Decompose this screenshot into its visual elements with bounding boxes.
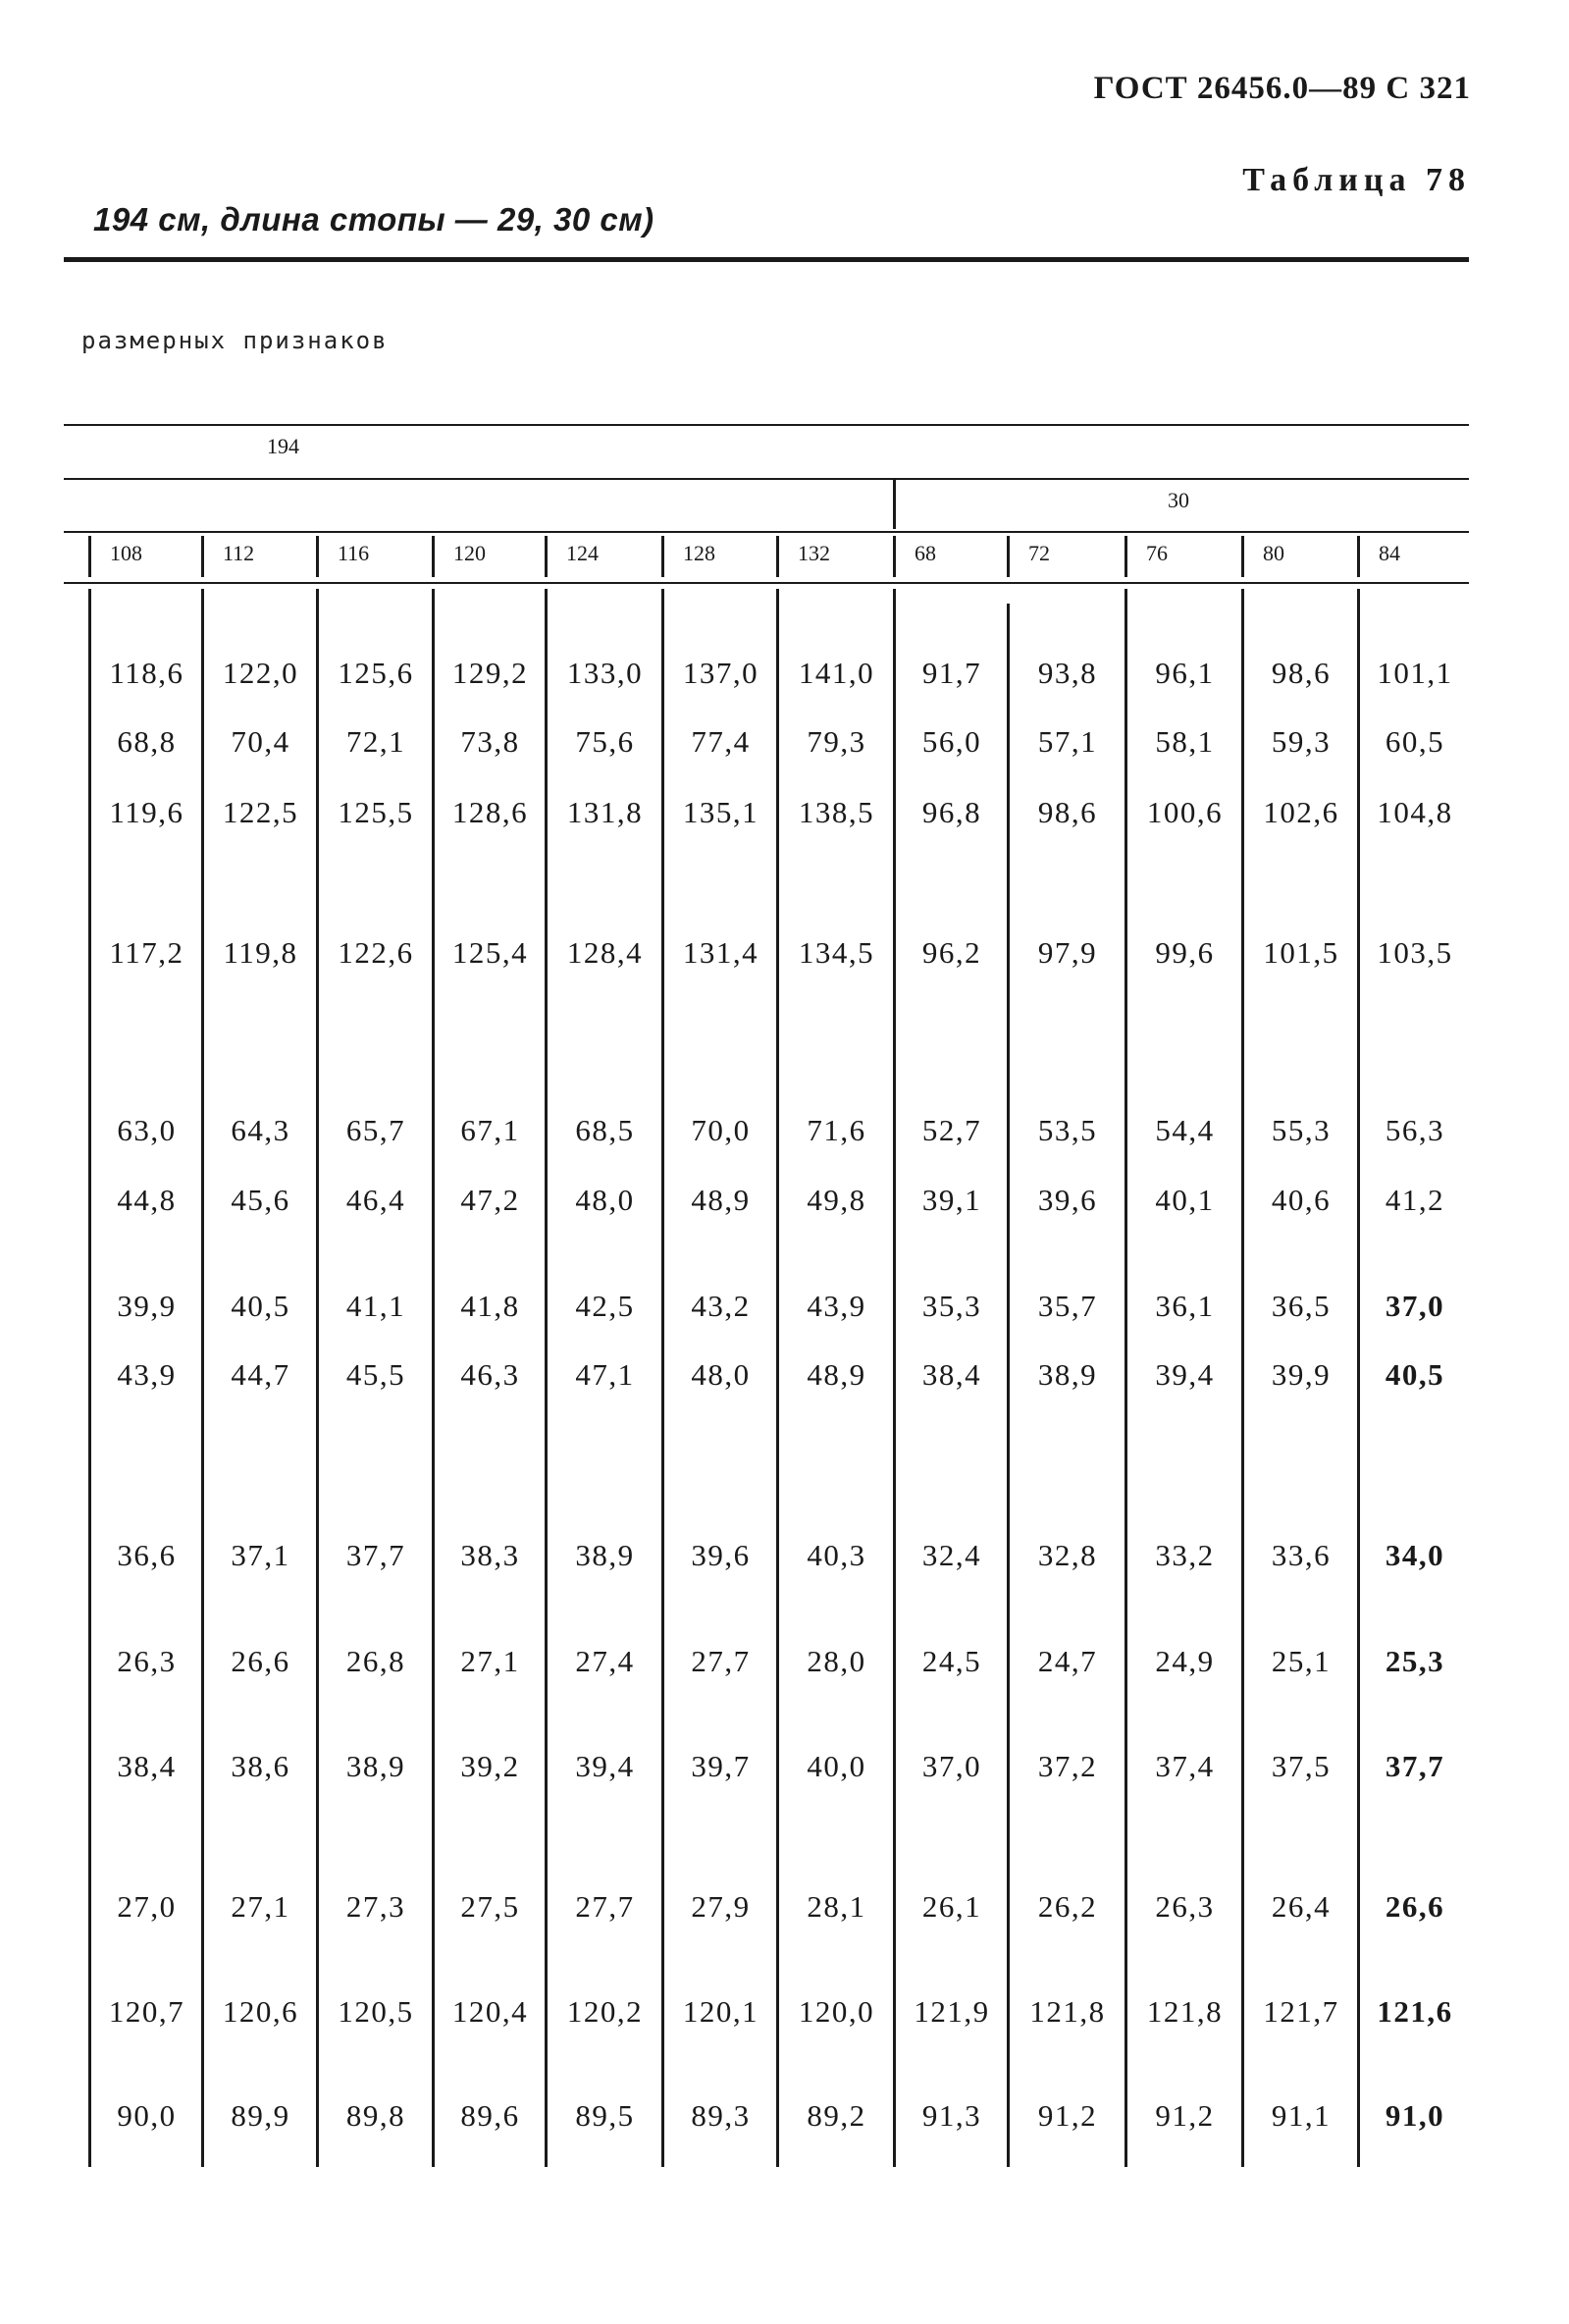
body-column-divider	[88, 589, 91, 2167]
table-cell: 39,1	[921, 1183, 982, 1217]
table-cell: 37,0	[1385, 1289, 1445, 1323]
col-head-divider	[1007, 536, 1010, 577]
table-cell: 38,9	[575, 1538, 635, 1572]
table-cell: 40,0	[807, 1749, 866, 1783]
table-cell: 39,7	[691, 1749, 751, 1783]
table-cell: 104,8	[1377, 795, 1453, 829]
table-cell: 90,0	[117, 2098, 177, 2133]
table-cell: 122,5	[222, 795, 299, 829]
table-cell: 122,0	[222, 656, 299, 690]
table-cell: 48,9	[807, 1357, 866, 1392]
table-cell: 64,3	[231, 1113, 290, 1147]
table-cell: 52,7	[921, 1113, 982, 1147]
body-column-divider	[661, 589, 664, 2167]
column-header: 84	[1379, 541, 1400, 565]
table-cell: 38,9	[345, 1749, 406, 1783]
col-head-divider	[1241, 536, 1244, 577]
body-column-divider	[776, 589, 779, 2167]
table-cell: 48,9	[691, 1183, 751, 1217]
body-column-divider	[316, 589, 319, 2167]
table-cell: 26,8	[345, 1644, 406, 1678]
table-cell: 93,8	[1037, 656, 1098, 690]
table-cell: 24,5	[921, 1644, 982, 1678]
col-head-divider	[316, 536, 319, 577]
col-head-divider	[88, 536, 91, 577]
table-cell: 24,7	[1037, 1644, 1098, 1678]
col-head-divider	[545, 536, 548, 577]
table-cell: 39,6	[1037, 1183, 1098, 1217]
table-cell: 26,4	[1271, 1889, 1332, 1924]
table-cell: 91,1	[1271, 2098, 1332, 2133]
table-cell: 26,3	[117, 1644, 177, 1678]
body-column-divider	[201, 589, 204, 2167]
table-cell: 89,8	[345, 2098, 406, 2133]
table-cell: 120,0	[798, 1994, 875, 2029]
table-cell: 39,6	[691, 1538, 751, 1572]
table-cell: 37,7	[1385, 1749, 1445, 1783]
table-cell: 44,7	[231, 1357, 290, 1392]
column-header: 68	[915, 541, 936, 565]
col-head-divider	[661, 536, 664, 577]
table-cell: 39,4	[575, 1749, 635, 1783]
table-cell: 73,8	[460, 724, 520, 759]
table-label: Таблица 78	[1242, 162, 1471, 198]
rule-col-heads	[64, 582, 1469, 584]
table-cell: 131,8	[566, 795, 644, 829]
table-cell: 53,5	[1037, 1113, 1098, 1147]
table-cell: 101,5	[1263, 935, 1339, 970]
table-cell: 40,3	[807, 1538, 866, 1572]
table-caption: размерных признаков	[81, 327, 389, 354]
table-cell: 70,0	[691, 1113, 751, 1147]
table-cell: 48,0	[575, 1183, 635, 1217]
table-cell: 63,0	[117, 1113, 177, 1147]
table-cell: 41,1	[345, 1289, 406, 1323]
table-cell: 120,4	[451, 1994, 529, 2029]
table-cell: 89,6	[460, 2098, 520, 2133]
table-cell: 71,6	[807, 1113, 866, 1147]
table-cell: 42,5	[575, 1289, 635, 1323]
table-cell: 26,2	[1037, 1889, 1098, 1924]
table-cell: 121,8	[1029, 1994, 1106, 2029]
table-cell: 91,0	[1385, 2098, 1445, 2133]
table-cell: 27,9	[691, 1889, 751, 1924]
table-cell: 25,1	[1271, 1644, 1332, 1678]
table-cell: 36,5	[1271, 1289, 1332, 1323]
table-cell: 25,3	[1385, 1644, 1445, 1678]
table-cell: 54,4	[1155, 1113, 1215, 1147]
table-cell: 70,4	[231, 724, 290, 759]
table-cell: 98,6	[1271, 656, 1332, 690]
column-header: 132	[798, 541, 830, 565]
rule-height-group	[64, 478, 1469, 480]
table-cell: 68,5	[575, 1113, 635, 1147]
table-subtitle: 194 см, длина стопы — 29, 30 см)	[93, 201, 654, 238]
rule-foot-group	[64, 531, 1469, 533]
table-cell: 27,4	[575, 1644, 635, 1678]
body-column-divider	[893, 589, 896, 2167]
table-cell: 97,9	[1037, 935, 1098, 970]
table-cell: 122,6	[338, 935, 414, 970]
col-head-divider	[893, 536, 896, 577]
rule-top	[64, 424, 1469, 426]
table-cell: 46,3	[460, 1357, 520, 1392]
table-cell: 128,6	[451, 795, 529, 829]
table-cell: 56,0	[921, 724, 982, 759]
table-cell: 43,2	[691, 1289, 751, 1323]
table-cell: 48,0	[691, 1357, 751, 1392]
table-cell: 27,7	[691, 1644, 751, 1678]
column-header: 128	[683, 541, 715, 565]
table-cell: 96,1	[1155, 656, 1215, 690]
table-cell: 103,5	[1377, 935, 1453, 970]
table-cell: 40,5	[1385, 1357, 1445, 1392]
table-cell: 68,8	[117, 724, 177, 759]
table-cell: 131,4	[682, 935, 759, 970]
body-column-divider	[1124, 589, 1127, 2167]
table-cell: 27,0	[117, 1889, 177, 1924]
table-cell: 141,0	[798, 656, 875, 690]
table-cell: 38,4	[117, 1749, 177, 1783]
table-cell: 45,5	[345, 1357, 406, 1392]
table-cell: 27,3	[345, 1889, 406, 1924]
table-cell: 41,8	[460, 1289, 520, 1323]
table-cell: 40,5	[231, 1289, 290, 1323]
table-cell: 35,3	[921, 1289, 982, 1323]
table-cell: 27,7	[575, 1889, 635, 1924]
table-cell: 58,1	[1155, 724, 1215, 759]
column-header: 120	[453, 541, 486, 565]
column-header: 116	[338, 541, 370, 565]
table-cell: 39,4	[1155, 1357, 1215, 1392]
table-cell: 91,2	[1037, 2098, 1098, 2133]
table-cell: 37,1	[231, 1538, 290, 1572]
table-cell: 60,5	[1385, 724, 1445, 759]
table-cell: 37,7	[345, 1538, 406, 1572]
table-cell: 102,6	[1263, 795, 1339, 829]
table-cell: 65,7	[345, 1113, 406, 1147]
table-cell: 120,7	[108, 1994, 185, 2029]
table-cell: 121,8	[1146, 1994, 1224, 2029]
table-cell: 133,0	[566, 656, 644, 690]
body-column-divider	[545, 589, 548, 2167]
foot-group-divider	[893, 480, 896, 529]
column-header: 72	[1028, 541, 1050, 565]
table-cell: 43,9	[807, 1289, 866, 1323]
table-cell: 46,4	[345, 1183, 406, 1217]
table-cell: 32,8	[1037, 1538, 1098, 1572]
table-cell: 27,5	[460, 1889, 520, 1924]
table-cell: 138,5	[798, 795, 875, 829]
table-cell: 38,4	[921, 1357, 982, 1392]
table-cell: 24,9	[1155, 1644, 1215, 1678]
standard-number: ГОСТ 26456.0—89 С 321	[1093, 71, 1471, 106]
table-cell: 37,5	[1271, 1749, 1332, 1783]
table-cell: 57,1	[1037, 724, 1098, 759]
table-cell: 26,3	[1155, 1889, 1215, 1924]
table-cell: 117,2	[109, 935, 184, 970]
table-cell: 137,0	[682, 656, 759, 690]
table-cell: 49,8	[807, 1183, 866, 1217]
body-column-divider	[432, 589, 435, 2167]
table-cell: 38,6	[231, 1749, 290, 1783]
table-cell: 72,1	[345, 724, 406, 759]
height-group-label: 194	[267, 434, 299, 458]
col-head-divider	[201, 536, 204, 577]
table-cell: 47,1	[575, 1357, 635, 1392]
table-cell: 125,6	[338, 656, 414, 690]
table-cell: 44,8	[117, 1183, 177, 1217]
table-cell: 27,1	[231, 1889, 290, 1924]
table-cell: 101,1	[1377, 656, 1453, 690]
table-cell: 129,2	[451, 656, 529, 690]
foot-group-label: 30	[1168, 488, 1189, 512]
body-column-divider	[1357, 589, 1360, 2167]
table-cell: 91,3	[921, 2098, 982, 2133]
table-cell: 38,9	[1037, 1357, 1098, 1392]
table-cell: 45,6	[231, 1183, 290, 1217]
table-cell: 40,1	[1155, 1183, 1215, 1217]
table-cell: 55,3	[1271, 1113, 1332, 1147]
table-cell: 79,3	[807, 724, 866, 759]
table-cell: 26,6	[231, 1644, 290, 1678]
table-cell: 34,0	[1385, 1538, 1445, 1572]
table-cell: 28,1	[807, 1889, 866, 1924]
table-cell: 135,1	[682, 795, 759, 829]
column-header: 76	[1146, 541, 1168, 565]
table-cell: 26,1	[921, 1889, 982, 1924]
table-cell: 89,2	[807, 2098, 866, 2133]
table-cell: 37,4	[1155, 1749, 1215, 1783]
table-cell: 89,9	[231, 2098, 290, 2133]
table-cell: 43,9	[117, 1357, 177, 1392]
table-cell: 33,2	[1155, 1538, 1215, 1572]
body-column-divider	[1007, 604, 1010, 2167]
table-cell: 120,2	[566, 1994, 644, 2029]
table-cell: 75,6	[575, 724, 635, 759]
table-cell: 89,3	[691, 2098, 751, 2133]
table-cell: 36,1	[1155, 1289, 1215, 1323]
table-cell: 100,6	[1146, 795, 1224, 829]
table-cell: 77,4	[691, 724, 751, 759]
table-cell: 99,6	[1155, 935, 1215, 970]
col-head-divider	[432, 536, 435, 577]
table-cell: 59,3	[1271, 724, 1332, 759]
table-cell: 125,5	[338, 795, 414, 829]
column-header: 108	[110, 541, 142, 565]
table-cell: 98,6	[1037, 795, 1098, 829]
table-cell: 35,7	[1037, 1289, 1098, 1323]
table-cell: 32,4	[921, 1538, 982, 1572]
table-cell: 27,1	[460, 1644, 520, 1678]
column-header: 124	[566, 541, 599, 565]
table-cell: 119,6	[109, 795, 184, 829]
table-cell: 37,2	[1037, 1749, 1098, 1783]
table-cell: 91,2	[1155, 2098, 1215, 2133]
table-cell: 26,6	[1385, 1889, 1445, 1924]
table-cell: 121,7	[1263, 1994, 1339, 2029]
table-cell: 28,0	[807, 1644, 866, 1678]
table-cell: 56,3	[1385, 1113, 1445, 1147]
table-cell: 39,9	[117, 1289, 177, 1323]
table-cell: 121,6	[1377, 1994, 1453, 2029]
table-cell: 40,6	[1271, 1183, 1332, 1217]
body-column-divider	[1241, 589, 1244, 2167]
table-cell: 121,9	[914, 1994, 990, 2029]
table-cell: 125,4	[451, 935, 529, 970]
header-rule	[64, 257, 1469, 262]
col-head-divider	[1357, 536, 1360, 577]
table-cell: 39,2	[460, 1749, 520, 1783]
column-header: 80	[1263, 541, 1284, 565]
table-cell: 41,2	[1385, 1183, 1445, 1217]
table-cell: 119,8	[223, 935, 298, 970]
table-cell: 118,6	[109, 656, 184, 690]
table-cell: 120,1	[682, 1994, 759, 2029]
table-cell: 38,3	[460, 1538, 520, 1572]
col-head-divider	[776, 536, 779, 577]
table-cell: 89,5	[575, 2098, 635, 2133]
table-cell: 47,2	[460, 1183, 520, 1217]
table-cell: 120,5	[338, 1994, 414, 2029]
col-head-divider	[1124, 536, 1127, 577]
table-cell: 96,8	[921, 795, 982, 829]
table-cell: 128,4	[566, 935, 644, 970]
table-cell: 37,0	[921, 1749, 982, 1783]
table-cell: 120,6	[222, 1994, 299, 2029]
table-cell: 96,2	[921, 935, 982, 970]
table-cell: 91,7	[921, 656, 982, 690]
table-cell: 36,6	[117, 1538, 177, 1572]
column-header: 112	[223, 541, 255, 565]
table-cell: 33,6	[1271, 1538, 1332, 1572]
table-cell: 39,9	[1271, 1357, 1332, 1392]
table-cell: 134,5	[798, 935, 875, 970]
table-cell: 67,1	[460, 1113, 520, 1147]
